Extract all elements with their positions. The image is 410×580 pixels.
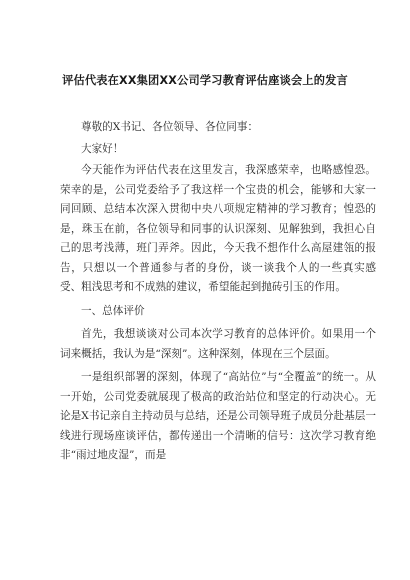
document-title: 评估代表在XX集团XX公司学习教育评估座谈会上的发言 [62, 74, 348, 87]
section-heading: 一、总体评价 [81, 304, 145, 317]
greeting: 大家好！ [81, 142, 124, 155]
paragraph-overall: 首先，我想谈谈对公司本次学习教育的总体评价。如果用一个词来概括，我认为是“深刻”。这种深刻，体现在三个层面。 [60, 328, 376, 360]
document-body [60, 118, 376, 466]
paragraph-intro: 今天能作为评估代表在这里发言，我深感荣幸，也略感惶恐。荣幸的是，公司党委给予了我这样一个宝贵的机会，能够和大家一同回顾、总结本次深入贯彻中央八项规定精神的学习教育；惶恐的是，珠玉在前，各位领导和同事的认识深刻、见解独到，我担心自己的思考浅薄，班门弄斧。因此，今天我不想作什么高屋建瓴的报告，只想以一个普通参与者的身份，谈一谈我个人的一些真实感受、粗浅思考和不成熟的建议，希望能起到抛砖引玉的作用。 [60, 164, 376, 293]
salutation: 尊敬的X书记、各位领导、各位同事： [81, 121, 259, 133]
paragraph-point-one: 一是组织部署的深刻，体现了“高站位”与“全覆盖”的统一。从一开始，公司党委就展现了极高的政治站位和坚定的行动决心。无论是X书记亲自主持动员与总结，还是公司领导班子成员分赴基层一线进行现场座谈评估，都传递出一个清晰的信号：这次学习教育绝非“雨过地皮湿”，而是 [60, 371, 376, 461]
